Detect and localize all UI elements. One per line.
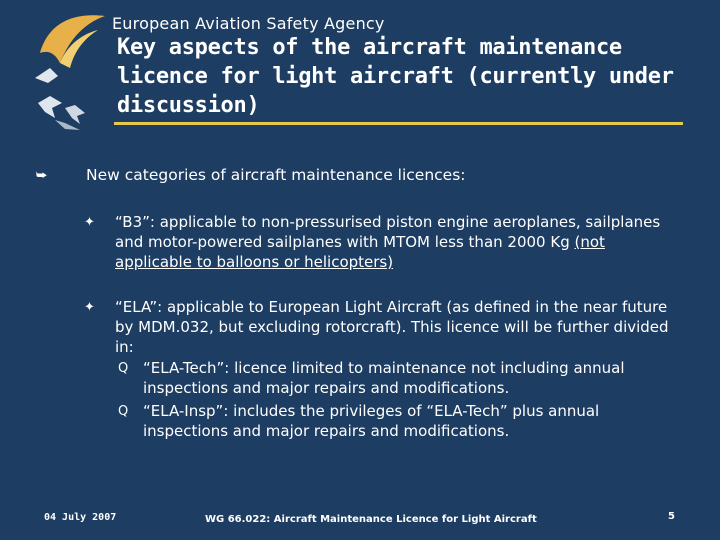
star-bullet-icon: ✦: [84, 300, 95, 315]
easa-logo: [30, 8, 110, 133]
agency-name: European Aviation Safety Agency: [112, 14, 385, 33]
title-underline: [114, 122, 683, 125]
subitem-ela-insp: “ELA-Insp”: includes the privileges of “ELA-Tech” plus annual inspections and major repairs and modifications.: [143, 402, 600, 440]
level1-text: New categories of aircraft maintenance licences:: [86, 166, 466, 184]
star-bullet-icon: ✦: [84, 215, 95, 230]
b3-text: “B3”: applicable to non-pressurised piston engine aeroplanes, sailplanes and motor-powered sailplanes with MTOM less than 2000 Kg: [115, 213, 661, 251]
q-bullet-icon: Q: [118, 361, 129, 376]
list-item-b3: [115, 212, 685, 272]
page-number: 5: [668, 511, 675, 522]
subitem-ela-tech: “ELA-Tech”: licence limited to maintenance not including annual inspections and major repairs and modifications.: [143, 359, 625, 397]
footer-title: WG 66.022: Aircraft Maintenance Licence for Light Aircraft: [205, 514, 537, 525]
slide-title: Key aspects of the aircraft maintenance licence for light aircraft (currently under discussion): [117, 35, 674, 118]
b3-underlined-text: (not applicable to balloons or helicopters): [115, 233, 605, 271]
q-bullet-icon: Q: [118, 404, 129, 419]
footer-date: 04 July 2007: [44, 512, 117, 523]
list-item-ela: “ELA”: applicable to European Light Aircraft (as defined in the near future by MDM.032, but excluding rotorcraft). This licence will be further divided in:: [115, 298, 669, 356]
arrow-bullet-icon: ⮩: [36, 168, 48, 182]
